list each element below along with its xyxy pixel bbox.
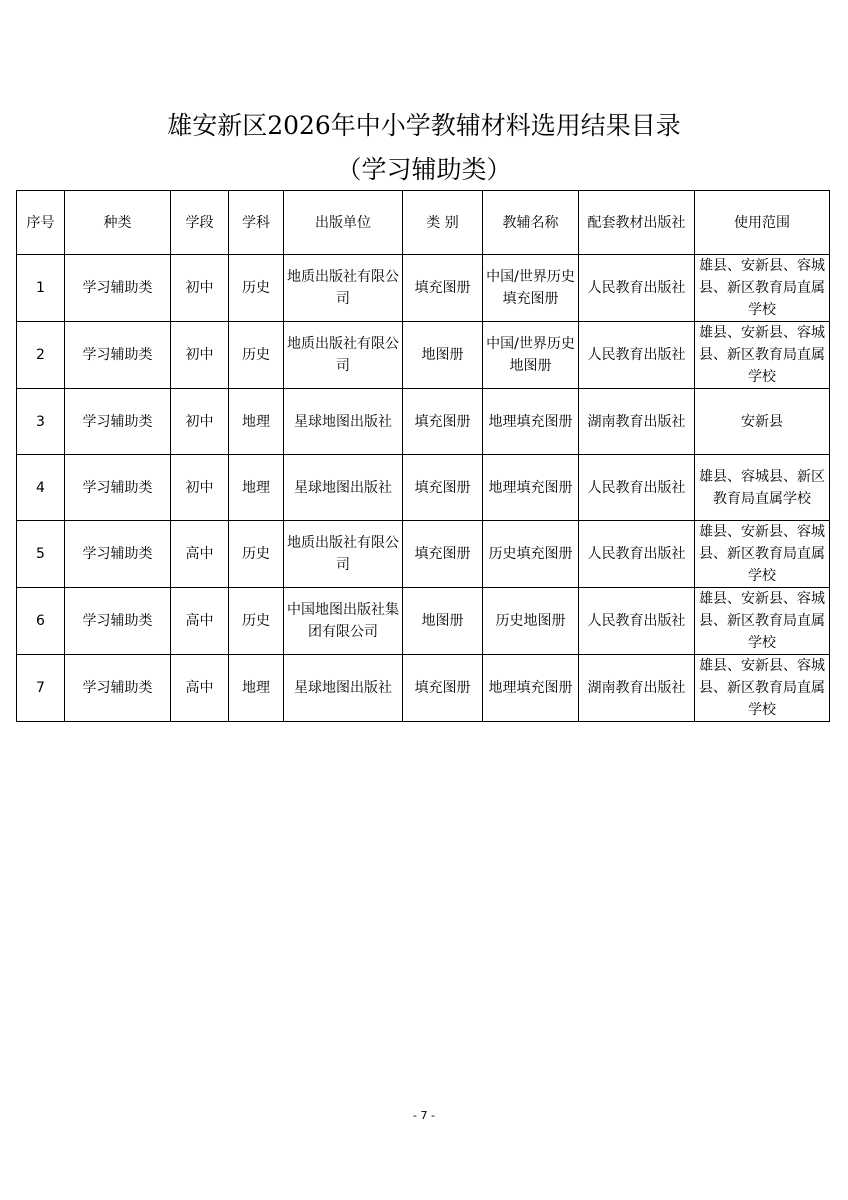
cell-stage: 高中 <box>171 588 229 655</box>
cell-material-name: 中国/世界历史地图册 <box>483 322 579 389</box>
cell-textbook-publisher: 人民教育出版社 <box>579 521 695 588</box>
cell-type: 学习辅助类 <box>65 655 171 722</box>
cell-material-name: 地理填充图册 <box>483 389 579 455</box>
cell-stage: 初中 <box>171 455 229 521</box>
table-row <box>17 655 830 722</box>
cell-category: 填充图册 <box>403 521 483 588</box>
cell-textbook-publisher: 人民教育出版社 <box>579 588 695 655</box>
cell-subject: 历史 <box>229 521 284 588</box>
cell-usage-scope: 安新县 <box>695 389 830 455</box>
table-row <box>17 588 830 655</box>
document-title: 雄安新区2026年中小学教辅材料选用结果目录 <box>167 111 681 140</box>
cell-textbook-publisher: 湖南教育出版社 <box>579 655 695 722</box>
table-row <box>17 455 830 521</box>
header-subject: 学科 <box>229 191 284 255</box>
cell-publisher: 地质出版社有限公司 <box>284 255 403 322</box>
cell-material-name: 地理填充图册 <box>483 455 579 521</box>
table-row <box>17 255 830 322</box>
cell-serial: 7 <box>17 655 65 722</box>
cell-publisher: 星球地图出版社 <box>284 455 403 521</box>
cell-type: 学习辅助类 <box>65 521 171 588</box>
cell-serial: 4 <box>17 455 65 521</box>
cell-material-name: 地理填充图册 <box>483 655 579 722</box>
cell-publisher: 星球地图出版社 <box>284 655 403 722</box>
header-type: 种类 <box>65 191 171 255</box>
cell-category: 填充图册 <box>403 655 483 722</box>
cell-type: 学习辅助类 <box>65 389 171 455</box>
cell-category: 填充图册 <box>403 255 483 322</box>
cell-usage-scope: 雄县、安新县、容城县、新区教育局直属学校 <box>695 588 830 655</box>
cell-usage-scope: 雄县、安新县、容城县、新区教育局直属学校 <box>695 255 830 322</box>
cell-serial: 5 <box>17 521 65 588</box>
cell-textbook-publisher: 人民教育出版社 <box>579 322 695 389</box>
cell-subject: 历史 <box>229 322 284 389</box>
cell-category: 填充图册 <box>403 389 483 455</box>
header-material-name: 教辅名称 <box>483 191 579 255</box>
cell-subject: 历史 <box>229 588 284 655</box>
cell-category: 地图册 <box>403 588 483 655</box>
document-subtitle: （学习辅助类） <box>336 155 512 184</box>
cell-subject: 地理 <box>229 389 284 455</box>
cell-usage-scope: 雄县、安新县、容城县、新区教育局直属学校 <box>695 521 830 588</box>
cell-stage: 高中 <box>171 655 229 722</box>
cell-material-name: 中国/世界历史填充图册 <box>483 255 579 322</box>
cell-serial: 2 <box>17 322 65 389</box>
cell-textbook-publisher: 人民教育出版社 <box>579 255 695 322</box>
cell-usage-scope: 雄县、容城县、新区教育局直属学校 <box>695 455 830 521</box>
header-serial: 序号 <box>17 191 65 255</box>
cell-serial: 1 <box>17 255 65 322</box>
cell-publisher: 地质出版社有限公司 <box>284 521 403 588</box>
cell-category: 填充图册 <box>403 455 483 521</box>
cell-subject: 历史 <box>229 255 284 322</box>
cell-type: 学习辅助类 <box>65 588 171 655</box>
cell-publisher: 地质出版社有限公司 <box>284 322 403 389</box>
header-category: 类 别 <box>403 191 483 255</box>
cell-serial: 6 <box>17 588 65 655</box>
cell-material-name: 历史填充图册 <box>483 521 579 588</box>
cell-stage: 初中 <box>171 389 229 455</box>
cell-type: 学习辅助类 <box>65 255 171 322</box>
cell-type: 学习辅助类 <box>65 322 171 389</box>
cell-subject: 地理 <box>229 655 284 722</box>
table-row <box>17 322 830 389</box>
cell-textbook-publisher: 湖南教育出版社 <box>579 389 695 455</box>
cell-stage: 初中 <box>171 322 229 389</box>
cell-publisher: 星球地图出版社 <box>284 389 403 455</box>
cell-material-name: 历史地图册 <box>483 588 579 655</box>
cell-usage-scope: 雄县、安新县、容城县、新区教育局直属学校 <box>695 655 830 722</box>
cell-subject: 地理 <box>229 455 284 521</box>
cell-usage-scope: 雄县、安新县、容城县、新区教育局直属学校 <box>695 322 830 389</box>
cell-textbook-publisher: 人民教育出版社 <box>579 455 695 521</box>
header-publisher: 出版单位 <box>284 191 403 255</box>
header-usage-scope: 使用范围 <box>695 191 830 255</box>
header-stage: 学段 <box>171 191 229 255</box>
cell-category: 地图册 <box>403 322 483 389</box>
table-row <box>17 521 830 588</box>
catalog-table <box>16 190 830 722</box>
cell-stage: 高中 <box>171 521 229 588</box>
page-number: - 7 - <box>413 1109 435 1122</box>
cell-serial: 3 <box>17 389 65 455</box>
cell-publisher: 中国地图出版社集团有限公司 <box>284 588 403 655</box>
table-row <box>17 389 830 455</box>
cell-stage: 初中 <box>171 255 229 322</box>
cell-type: 学习辅助类 <box>65 455 171 521</box>
table-header-row <box>17 191 830 255</box>
header-textbook-publisher: 配套教材出版社 <box>579 191 695 255</box>
